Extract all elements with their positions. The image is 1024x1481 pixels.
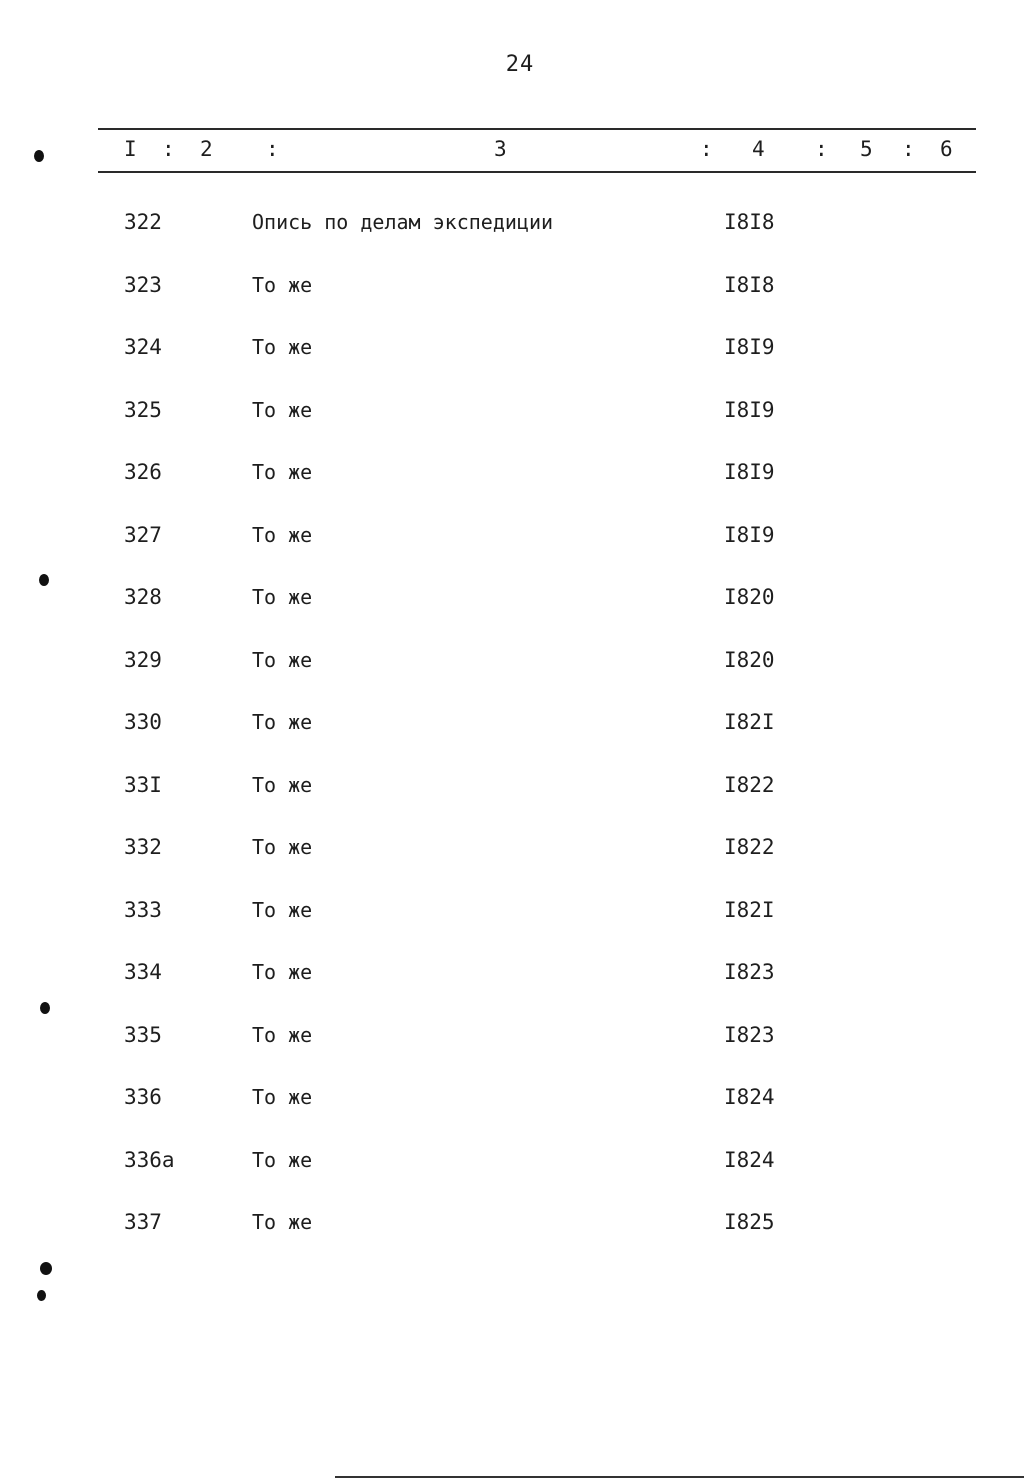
row-description: То же bbox=[252, 772, 313, 797]
row-number: 332 bbox=[124, 835, 162, 859]
table-row bbox=[0, 696, 1024, 759]
row-year: I82I bbox=[724, 710, 775, 734]
table-row bbox=[0, 509, 1024, 572]
table-row bbox=[0, 1134, 1024, 1197]
row-year: I8I9 bbox=[724, 522, 775, 547]
table-row bbox=[0, 759, 1024, 822]
row-year: I8I9 bbox=[724, 397, 775, 422]
row-number: 336 bbox=[124, 1085, 162, 1109]
header-col-2: 2 bbox=[200, 137, 213, 161]
row-description: То же bbox=[252, 1147, 313, 1172]
header-col-1: I bbox=[124, 137, 137, 161]
row-description: Опись по делам экспедиции bbox=[252, 210, 554, 234]
header-col-3: 3 bbox=[494, 137, 507, 161]
row-number: 330 bbox=[124, 710, 162, 734]
row-year: I8I9 bbox=[724, 460, 775, 484]
row-number: 33I bbox=[124, 772, 162, 797]
row-description: То же bbox=[252, 1022, 313, 1047]
punch-hole-mark bbox=[37, 1290, 46, 1301]
row-year: I824 bbox=[724, 1147, 775, 1172]
row-description: То же bbox=[252, 460, 313, 484]
table-header-rule-top bbox=[98, 128, 976, 130]
row-description: То же bbox=[252, 897, 313, 922]
row-number: 337 bbox=[124, 1210, 162, 1234]
row-year: I825 bbox=[724, 1210, 775, 1234]
row-description: То же bbox=[252, 1210, 313, 1234]
table-row bbox=[0, 821, 1024, 884]
row-description: То же bbox=[252, 960, 313, 984]
table-row bbox=[0, 946, 1024, 1009]
table-row bbox=[0, 1071, 1024, 1134]
table-row bbox=[0, 571, 1024, 634]
row-number: 334 bbox=[124, 960, 162, 984]
row-number: 329 bbox=[124, 647, 162, 672]
punch-hole-mark bbox=[39, 574, 49, 586]
row-description: То же bbox=[252, 397, 313, 422]
row-year: I82I bbox=[724, 897, 775, 922]
row-number: 322 bbox=[124, 210, 162, 234]
row-description: То же bbox=[252, 335, 313, 359]
row-year: I822 bbox=[724, 835, 775, 859]
row-number: 327 bbox=[124, 522, 162, 547]
row-number: 333 bbox=[124, 897, 162, 922]
header-separator: : bbox=[266, 137, 279, 161]
row-year: I823 bbox=[724, 1022, 775, 1047]
table-row bbox=[0, 196, 1024, 259]
table-row bbox=[0, 1196, 1024, 1259]
punch-hole-mark bbox=[40, 1262, 52, 1275]
row-year: I822 bbox=[724, 772, 775, 797]
punch-hole-mark bbox=[34, 150, 44, 162]
table-row bbox=[0, 884, 1024, 947]
row-year: I824 bbox=[724, 1085, 775, 1109]
row-year: I8I8 bbox=[724, 272, 775, 297]
row-year: I820 bbox=[724, 585, 775, 609]
row-year: I820 bbox=[724, 647, 775, 672]
row-description: То же bbox=[252, 835, 313, 859]
row-description: То же bbox=[252, 1085, 313, 1109]
row-number: 326 bbox=[124, 460, 162, 484]
table-row bbox=[0, 634, 1024, 697]
row-year: I823 bbox=[724, 960, 775, 984]
header-separator: : bbox=[700, 137, 713, 161]
table-header-rule-bottom bbox=[98, 171, 976, 173]
row-number: 335 bbox=[124, 1022, 162, 1047]
header-col-6: 6 bbox=[940, 137, 953, 161]
row-number: 336а bbox=[124, 1147, 175, 1172]
header-separator: : bbox=[815, 137, 828, 161]
row-description: То же bbox=[252, 710, 313, 734]
row-year: I8I9 bbox=[724, 335, 775, 359]
punch-hole-mark bbox=[40, 1002, 50, 1014]
page-number: 24 bbox=[505, 52, 535, 77]
table-body bbox=[0, 196, 1024, 1259]
row-description: То же bbox=[252, 647, 313, 672]
table-row bbox=[0, 384, 1024, 447]
header-col-4: 4 bbox=[752, 137, 765, 161]
row-description: То же bbox=[252, 272, 313, 297]
header-separator: : bbox=[902, 137, 915, 161]
scan-edge-line bbox=[335, 1476, 1024, 1478]
row-number: 323 bbox=[124, 272, 162, 297]
table-row bbox=[0, 259, 1024, 322]
row-description: То же bbox=[252, 522, 313, 547]
header-separator: : bbox=[162, 137, 175, 161]
table-row bbox=[0, 446, 1024, 509]
row-number: 328 bbox=[124, 585, 162, 609]
header-col-5: 5 bbox=[860, 137, 873, 161]
table-row bbox=[0, 1009, 1024, 1072]
row-year: I8I8 bbox=[724, 210, 775, 234]
row-number: 325 bbox=[124, 397, 162, 422]
table-row bbox=[0, 321, 1024, 384]
row-description: То же bbox=[252, 585, 313, 609]
row-number: 324 bbox=[124, 335, 162, 359]
